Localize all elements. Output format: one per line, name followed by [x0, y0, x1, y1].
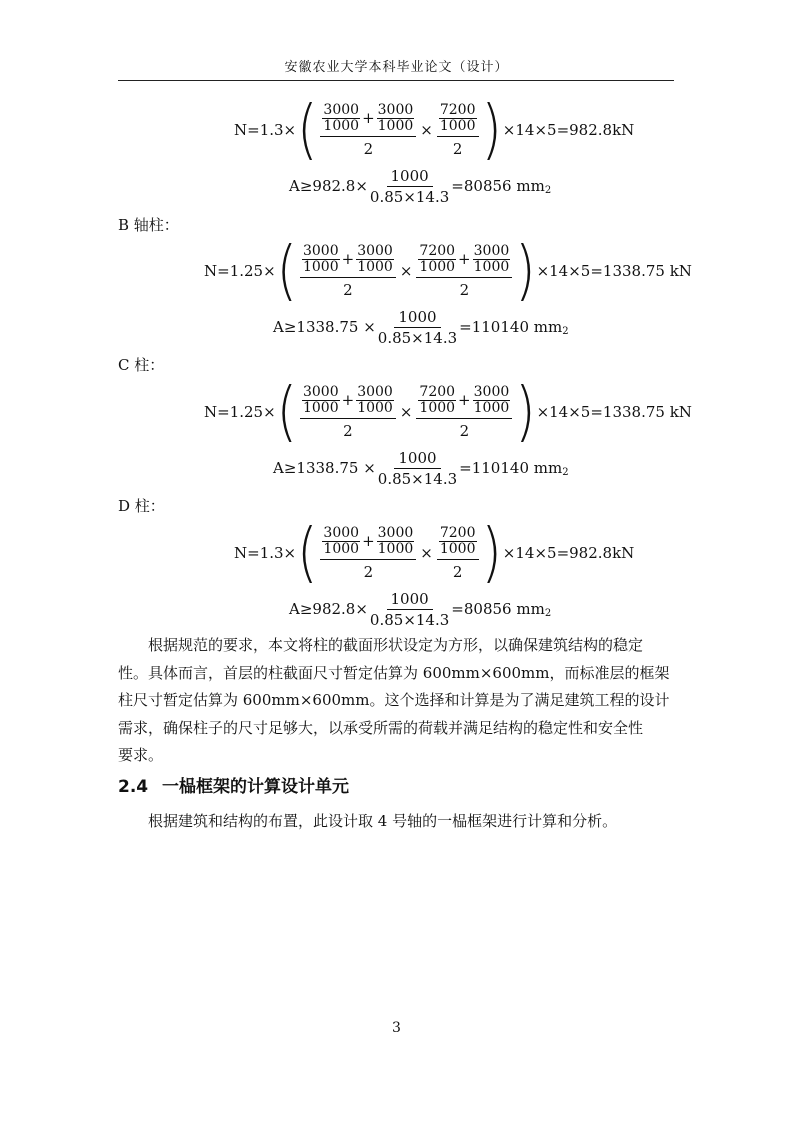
fraction: $\frac{7200}{1000}$ — [439, 524, 476, 557]
left-paren: ( — [276, 233, 297, 309]
fraction: $\frac{7200}{1000}$ — [419, 383, 456, 416]
big-fraction-left: $\frac{3000}{1000}$ + $\frac{3000}{1000}$ 2 — [320, 526, 416, 581]
fraction: $\frac{3000}{1000}$ — [323, 101, 360, 134]
fraction: $\frac{3000}{1000}$ — [377, 101, 414, 134]
fraction: $\frac{3000}{1000}$ — [357, 242, 393, 275]
paragraph-line: 性。具体而言，首层的柱截面尺寸暂定估算为 600mm×600mm，而标准层的框架 — [118, 663, 670, 682]
equation-a-b: A≥1338.75 × $\frac{1000}{0.85\times 14.3}$ =110140 mm 2 — [273, 307, 569, 347]
equation-a-c: A≥1338.75 × $\frac{1000}{0.85\times 14.3}$ =110140 mm 2 — [273, 448, 569, 488]
section-title: 一榀框架的计算设计单元 — [162, 777, 350, 797]
big-fraction-right: $\frac{7200}{1000}$ + $\frac{3000}{1000}$ 2 — [416, 244, 512, 299]
paragraph-line: 要求。 — [118, 746, 164, 764]
fraction: $\frac{3000}{1000}$ — [473, 242, 510, 275]
fraction: $\frac{1000}{0.85\times 14.3}$ — [377, 307, 458, 347]
label-b-column: B 轴柱： — [118, 216, 179, 234]
equation-n-a: N=1.3× ( $\frac{3000}{1000}$ + $\frac{3000}{1000}$ 2 × $\frac{\frac{7200}{1000}}{2}$ ) ×14×5=982.8kN — [234, 92, 635, 168]
left-paren: ( — [276, 374, 297, 450]
equation-n-b: N=1.25× ( $\frac{3000}{1000}$ + $\frac{3000}{1000}$ 2 × $\frac{7200}{1000}$ + $\frac{3000}{1000}$ 2 ) ×14×5=1338.75 kN — [204, 233, 692, 309]
fraction: $\frac{3000}{1000}$ — [357, 383, 393, 416]
running-header: 安徽农业大学本科毕业论文（设计） — [284, 60, 509, 75]
big-fraction-right: $\frac{\frac{7200}{1000}}{2}$ — [437, 526, 479, 581]
section-heading — [118, 772, 349, 797]
fraction: $\frac{3000}{1000}$ — [377, 524, 414, 557]
equation-n-c: N=1.25× ( $\frac{3000}{1000}$ + $\frac{3000}{1000}$ 2 × $\frac{7200}{1000}$ + $\frac{3000}{1000}$ 2 ) ×14×5=1338.75 kN — [204, 374, 692, 450]
left-paren: ( — [297, 92, 318, 168]
equation-a-d: A≥982.8× $\frac{1000}{0.85\times 14.3}$ =80856 mm 2 — [289, 589, 552, 629]
equation-a-a: A≥982.8× $\frac{1000}{0.85\times 14.3}$ =80856 mm 2 — [289, 166, 552, 206]
equation-n-d: N=1.3× ( $\frac{3000}{1000}$ + $\frac{3000}{1000}$ 2 × $\frac{\frac{7200}{1000}}{2}$ ) ×14×5=982.8kN — [234, 515, 635, 591]
body-paragraph-2: 根据建筑和结构的布置，此设计取 4 号轴的一榀框架进行计算和分析。 — [148, 812, 618, 830]
page-number: 3 — [392, 1020, 401, 1036]
fraction: $\frac{3000}{1000}$ — [302, 242, 339, 275]
big-fraction-right: $\frac{\frac{7200}{1000}}{2}$ — [437, 103, 479, 158]
equation-rhs: ×14×5=982.8kN — [502, 121, 635, 139]
label-c-column: C 柱： — [118, 356, 165, 374]
fraction: $\frac{7200}{1000}$ — [439, 101, 476, 134]
paragraph-line: 需求，确保柱子的尺寸足够大，以承受所需的荷载并满足结构的稳定性和安全性 — [118, 718, 644, 737]
label-d-column: D 柱： — [118, 497, 165, 515]
right-paren: ) — [515, 233, 536, 309]
fraction: $\frac{3000}{1000}$ — [302, 383, 339, 416]
paragraph-line: 根据规范的要求，本文将柱的截面形状设定为方形，以确保建筑结构的稳定 — [148, 636, 644, 654]
paragraph-line: 柱尺寸暂定估算为 600mm×600mm。这个选择和计算是为了满足建筑工程的设计 — [118, 691, 670, 709]
right-paren: ) — [481, 515, 502, 591]
fraction: $\frac{7200}{1000}$ — [419, 242, 456, 275]
equation-lhs: N=1.3× — [234, 121, 297, 139]
fraction: $\frac{1000}{0.85\times 14.3}$ — [369, 589, 450, 629]
big-fraction-left: $\frac{3000}{1000}$ + $\frac{3000}{1000}$ 2 — [320, 103, 416, 158]
big-fraction-left: $\frac{3000}{1000}$ + $\frac{3000}{1000}$ 2 — [300, 244, 396, 299]
big-fraction-right: $\frac{7200}{1000}$ + $\frac{3000}{1000}$ 2 — [416, 385, 512, 440]
left-paren: ( — [297, 515, 318, 591]
body-paragraph — [118, 632, 674, 770]
fraction: $\frac{1000}{0.85\times 14.3}$ — [377, 448, 458, 488]
big-fraction-left: $\frac{3000}{1000}$ + $\frac{3000}{1000}$ 2 — [300, 385, 396, 440]
fraction: $\frac{3000}{1000}$ — [323, 524, 360, 557]
header-rule — [118, 80, 674, 81]
right-paren: ) — [481, 92, 502, 168]
right-paren: ) — [515, 374, 536, 450]
fraction: $\frac{3000}{1000}$ — [473, 383, 510, 416]
fraction: $\frac{1000}{0.85\times 14.3}$ — [369, 166, 450, 206]
section-number: 2.4 — [118, 777, 149, 797]
